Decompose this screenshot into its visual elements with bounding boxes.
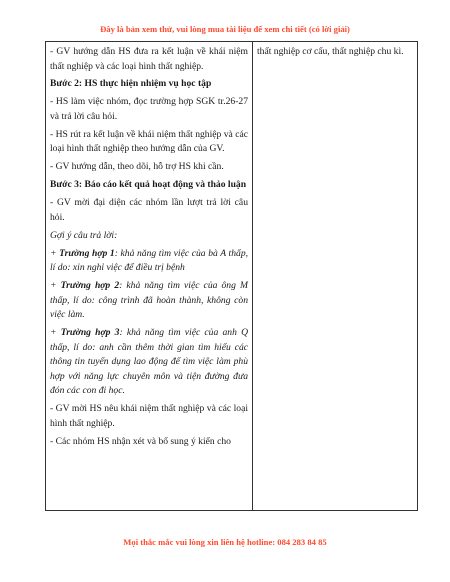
paragraph: - GV mời HS nêu khái niệm thất nghiệp và các loại hình thất nghiệp. <box>50 403 248 429</box>
case-1-text: : khả năng tìm việc của bà A thấp, lí do: xin nghỉ việc để điều trị bệnh <box>50 247 249 274</box>
case-prefix: + <box>50 279 61 291</box>
lesson-table <box>45 41 418 511</box>
paragraph: thất nghiệp cơ cấu, thất nghiệp chu kì. <box>257 46 404 57</box>
step-3-heading: Bước 3: Báo cáo kết quả hoạt động và thảo luận <box>50 179 247 191</box>
paragraph: - HS làm việc nhóm, đọc trường hợp SGK tr.26-27 và trả lời câu hỏi. <box>50 96 248 122</box>
activity-column <box>46 42 253 511</box>
paragraph: - Các nhóm HS nhận xét và bổ sung ý kiến cho <box>50 435 231 447</box>
product-column <box>253 42 418 511</box>
case-3 <box>50 326 248 399</box>
case-2-label: Trường hợp 2 <box>60 279 120 291</box>
hotline-banner: Mọi thắc mắc vui lòng xin liên hệ hotline: 084 283 84 85 <box>123 537 327 547</box>
preview-banner: Đây là bản xem thử, vui lòng mua tài liệu để xem chi tiết (có lời giải) <box>100 24 350 34</box>
case-3-label: Trường hợp 3 <box>60 327 120 339</box>
case-1-label: Trường hợp 1 <box>59 247 115 259</box>
case-2-text: : khả năng tìm việc của ông M thấp, lí do: công trình đã hoàn thành, không còn việc làm. <box>50 279 248 321</box>
paragraph: - HS rút ra kết luận về khái niệm thất nghiệp và các loại hình thất nghiệp theo hướng dẫn của GV. <box>50 128 248 155</box>
case-2 <box>50 279 248 323</box>
case-1 <box>50 247 248 276</box>
step-2-heading: Bước 2: HS thực hiện nhiệm vụ học tập <box>50 78 212 90</box>
case-prefix: + <box>50 247 60 259</box>
case-3-text: : khả năng tìm việc của anh Q thấp, lí do: anh cần thêm thời gian tìm hiểu các thông tin tuyển dụng lao động để tìm việc làm phù hợp với năng lực chuyên môn và tiện đường đưa đón các con đi học. <box>50 327 249 397</box>
suggested-answer-label: Gợi ý câu trả lời: <box>50 229 118 241</box>
case-prefix: + <box>50 327 61 339</box>
table-row <box>46 42 418 511</box>
paragraph: - GV mời đại diện các nhóm lần lượt trả lời câu hỏi. <box>50 197 248 223</box>
paragraph: - GV hướng dẫn, theo dõi, hỗ trợ HS khi cần. <box>50 161 224 173</box>
paragraph: - GV hướng dẫn HS đưa ra kết luận về khái niệm thất nghiệp và các loại hình thất nghiệp. <box>50 46 248 72</box>
